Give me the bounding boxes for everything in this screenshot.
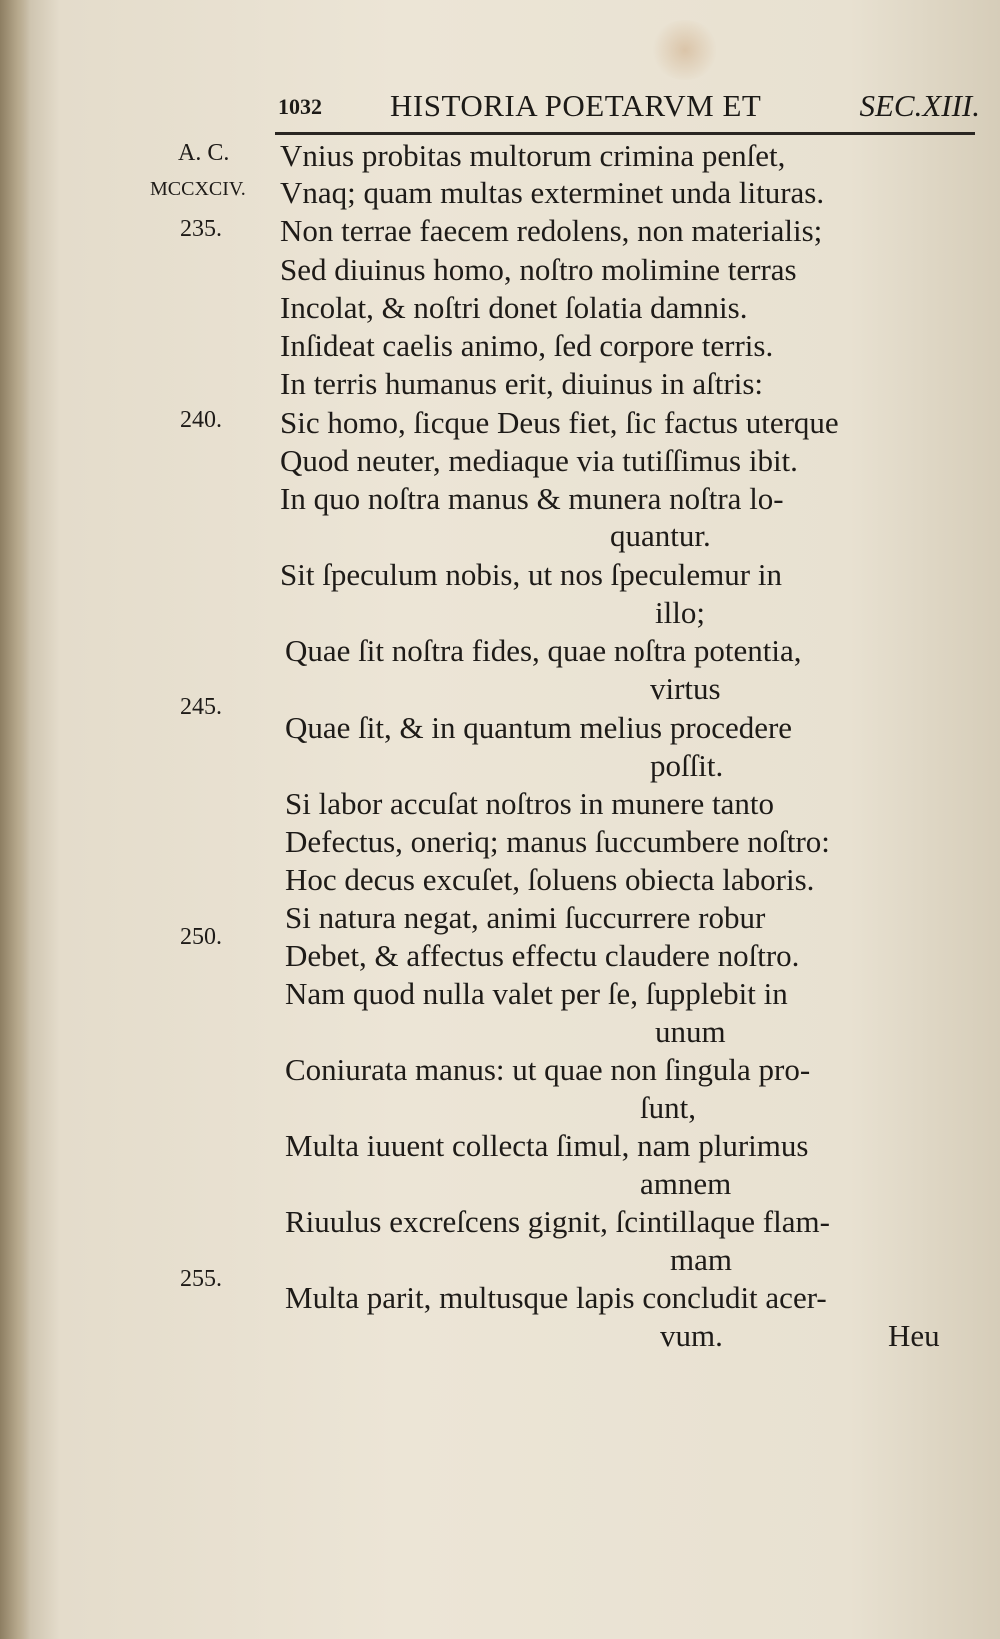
catchword: Heu xyxy=(888,1318,940,1353)
verse-line-turnover: unum xyxy=(655,1014,726,1049)
paper-stain xyxy=(650,20,720,80)
verse-line: Quod neuter, mediaque via tutiſſimus ibit. xyxy=(280,443,798,478)
verse-line: Inſideat caelis animo, ſed corpore terris. xyxy=(280,328,774,363)
margin-line-number: 235. xyxy=(180,216,222,242)
verse-line-turnover: vum. xyxy=(660,1318,723,1353)
verse-line: In terris humanus erit, diuinus in aſtris: xyxy=(280,366,764,401)
margin-line-number: 250. xyxy=(180,924,222,950)
margin-line-number: 240. xyxy=(180,407,222,433)
verse-line: In quo noſtra manus & munera noſtra lo- xyxy=(280,481,784,516)
verse-line: Incolat, & noſtri donet ſolatia damnis. xyxy=(280,290,748,325)
verse-line: Vnius probitas multorum crimina penſet, xyxy=(280,138,786,173)
section-label: SEC.XIII. xyxy=(859,88,980,123)
verse-line: Sit ſpeculum nobis, ut nos ſpeculemur in xyxy=(280,557,782,592)
margin-line-number: 245. xyxy=(180,694,222,720)
verse-line-turnover: poſſit. xyxy=(650,748,724,783)
page-number: 1032 xyxy=(278,94,322,119)
running-header xyxy=(270,88,980,128)
margin-ac-label: A. C. xyxy=(178,140,230,166)
verse-line-turnover: amnem xyxy=(640,1166,732,1201)
verse-line: Defectus, oneriq; manus ſuccumbere noſtro: xyxy=(285,824,830,859)
verse-line: Multa parit, multusque lapis concludit acer- xyxy=(285,1280,827,1315)
verse-line: Riuulus excreſcens gignit, ſcintillaque flam- xyxy=(285,1204,830,1239)
verse-line: Si natura negat, animi ſuccurrere robur xyxy=(285,900,766,935)
verse-line: Nam quod nulla valet per ſe, ſupplebit in xyxy=(285,976,788,1011)
verse-line-turnover: ſunt, xyxy=(640,1090,696,1125)
verse-line: Sic homo, ſicque Deus fiet, ſic factus uterque xyxy=(280,405,839,440)
verse-line-turnover: mam xyxy=(670,1242,732,1277)
binding-shadow xyxy=(0,0,30,1639)
running-title: HISTORIA POETARVM ET xyxy=(390,88,762,123)
verse-line: Si labor accuſat noſtros in munere tanto xyxy=(285,786,774,821)
verse-line: Coniurata manus: ut quae non ſingula pro- xyxy=(285,1052,811,1087)
verse-line-turnover: illo; xyxy=(655,595,705,630)
verse-line: Vnaq; quam multas exterminet unda lituras. xyxy=(280,175,825,210)
margin-year: MCCXCIV. xyxy=(150,178,246,200)
verse-line: Hoc decus excuſet, ſoluens obiecta laboris. xyxy=(285,862,815,897)
verse-line-turnover: virtus xyxy=(650,671,721,706)
margin-line-number: 255. xyxy=(180,1266,222,1292)
verse-line: Debet, & affectus effectu claudere noſtro. xyxy=(285,938,800,973)
header-rule xyxy=(275,132,975,135)
verse-line: Non terrae faecem redolens, non materialis; xyxy=(280,213,823,248)
verse-line-turnover: quantur. xyxy=(610,518,711,553)
verse-line: Sed diuinus homo, noſtro molimine terras xyxy=(280,252,797,287)
verse-line: Quae ſit, & in quantum melius procedere xyxy=(285,710,793,745)
verse-line: Quae ſit noſtra fides, quae noſtra potentia, xyxy=(285,633,802,668)
verse-line: Multa iuuent collecta ſimul, nam plurimus xyxy=(285,1128,809,1163)
